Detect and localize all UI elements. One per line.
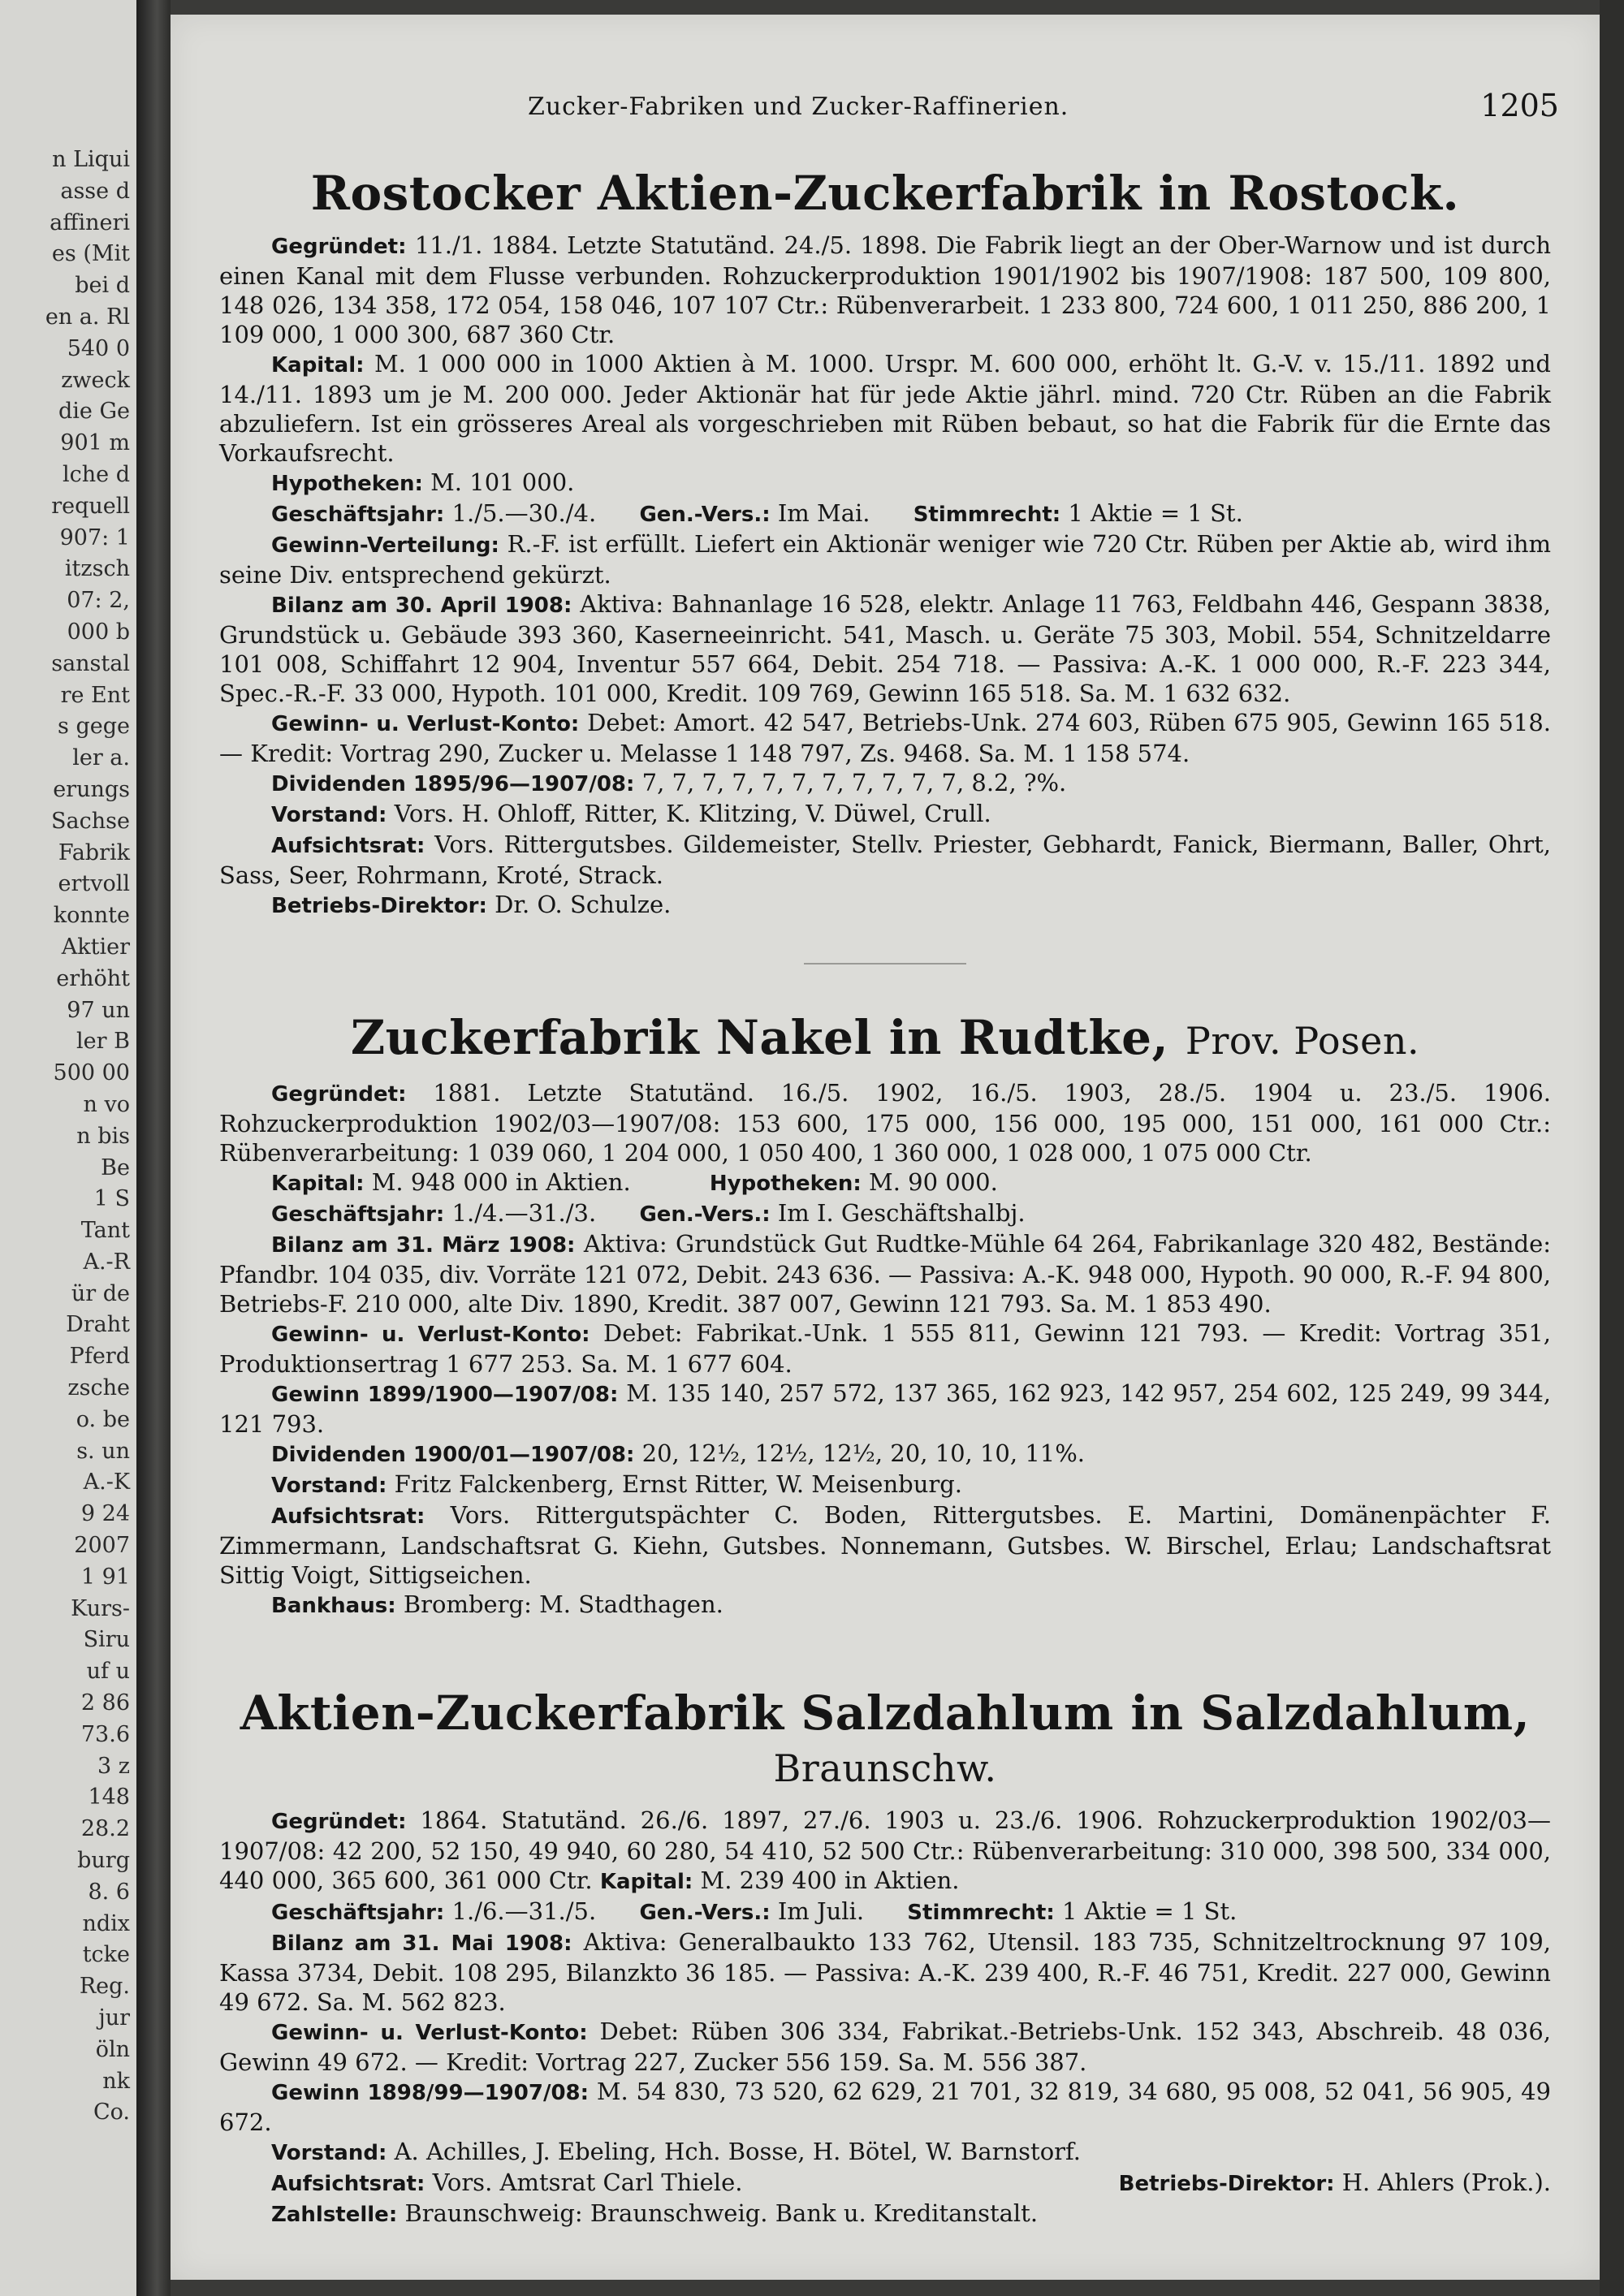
facing-page-line: erungs xyxy=(53,776,130,802)
facing-page-line: bei d xyxy=(75,273,130,299)
company-name: Rostocker Aktien-Zuckerfabrik in Rostock. xyxy=(310,166,1460,221)
board-row: Vorstand: Fritz Falckenberg, Ernst Ritter, W. Meisenburg. xyxy=(271,1470,963,1498)
facing-page-line: A.-R xyxy=(83,1249,130,1275)
facing-page-line: 07: 2, xyxy=(67,588,130,614)
facing-page-line: s. un xyxy=(76,1438,130,1464)
company-entry-rostock xyxy=(219,167,1551,921)
founded-section: Gegründet: 1881. Letzte Statutänd. 16./5. 1902, 16./5. 1903, 28./5. 1904 u. 23./5. 1906. Rohzuckerproduktion 1902/03—1907/08: 153 600, 175 000, 156 000, 195 000, 151 000, 161 000 Ctr.: Rübenverarbeitung: 1 039 060, 1 204 000, 1 050 400, 1 360 000, 1 028 000, 1 075 000 Ctr. xyxy=(219,1079,1552,1167)
facing-page-line: lche d xyxy=(63,461,130,487)
mortgage-row: Hypotheken: M. 101 000. xyxy=(271,468,575,496)
company-region: Prov. Posen. xyxy=(1185,1019,1420,1063)
facing-page-line: konnte xyxy=(53,903,130,929)
facing-page-line: 3 z xyxy=(97,1753,130,1779)
founded-section: Gegründet: 11./1. 1884. Letzte Statutänd. 24./5. 1898. Die Fabrik liegt an der Ober-Warnow und ist durch einen Kanal mit dem Flusse verbunden. Rohzuckerproduktion 1901/1902 bis 1907/1908: 187 500, 109 800, 148 026, 134 358, 172 054, 158 046, 107 107 Ctr.: Rübenverarbeit. 1 233 800, 724 600, 1 011 250, 886 200, 1 109 000, 1 000 300, 687 360 Ctr. xyxy=(219,231,1552,348)
board-row: Vorstand: A. Achilles, J. Ebeling, Hch. Bosse, H. Bötel, W. Barnstorf. xyxy=(271,2138,1081,2165)
bank-row: Bankhaus: Bromberg: M. Stadthagen. xyxy=(271,1590,723,1618)
facing-page-line: Draht xyxy=(66,1312,130,1338)
dividends-row: Dividenden 1895/96—1907/08: 7, 7, 7, 7, 7, 7, 7, 7, 7, 7, 7, 8.2, ?%. xyxy=(271,769,1067,796)
facing-page-line: 73.6 xyxy=(80,1721,130,1747)
founded-section: Gegründet: 1864. Statutänd. 26./6. 1897, 27./6. 1903 u. 23./6. 1906. Rohzuckerproduktion 1902/03—1907/08: 42 200, 52 150, 49 940, 60 280, 54 410, 52 500 Ctr.: Rübenverarbeitung: 310 000, 398 500, 334 000, 440 000, 365 600, 361 000 Ctr. Kapital: M. 239 400 in Aktien. xyxy=(219,1806,1551,1894)
book-gutter xyxy=(136,0,171,2296)
profit-loss-section: Gewinn- u. Verlust-Konto: Debet: Amort. 42 547, Betriebs-Unk. 274 603, Rüben 675 905, Gewinn 165 518. — Kredit: Vortrag 290, Zucker u. Melasse 1 148 797, Zs. 9468. Sa. M. 1 158 574. xyxy=(219,709,1551,767)
fiscal-meeting-row: Geschäftsjahr: 1./4.—31./3. Gen.-Vers.: Im I. Geschäftshalbj. xyxy=(271,1199,1026,1227)
facing-page-line: jur xyxy=(98,2005,130,2031)
supervisory-board-section: Aufsichtsrat: Vors. Rittergutspächter C. Boden, Rittergutsbes. E. Martini, Domänenpächter F. Zimmermann, Landschaftsrat G. Kiehn, Gutsbes. Nonnemann, Gutsbes. W. Birschel, Erlau; Landschaftsrat Sittig Voigt, Sittigseichen. xyxy=(219,1501,1551,1589)
facing-page-line: ertvoll xyxy=(58,871,130,897)
scan-edge xyxy=(1600,0,1624,2296)
fiscal-meeting-row: Geschäftsjahr: 1./6.—31./5. Gen.-Vers.: Im Juli. Stimmrecht: 1 Aktie = 1 St. xyxy=(271,1897,1237,1925)
facing-page-line: A.-K xyxy=(83,1470,130,1495)
capital-section: Kapital: M. 1 000 000 in 1000 Aktien à M. 1000. Urspr. M. 600 000, erhöht lt. G.-V. v. 15./11. 1892 und 14./11. 1893 um je M. 200 000. Jeder Aktionär hat für jede Aktie jährl. mind. 720 Ctr. Rüben an die Fabrik abzuliefern. Ist ein grösseres Areal als vorgeschrieben mit Rüben bebaut, so hat die Fabrik für die Ernte das Vorkaufsrecht. xyxy=(219,350,1551,467)
facing-page-line: zweck xyxy=(61,367,130,393)
facing-page-line: Fabrik xyxy=(58,839,130,865)
facing-page-line: nk xyxy=(102,2068,130,2094)
facing-page-line: tcke xyxy=(82,1942,130,1968)
company-name: Zuckerfabrik Nakel in Rudtke, xyxy=(350,1010,1169,1065)
balance-section: Bilanz am 31. März 1908: Aktiva: Grundstück Gut Rudtke-Mühle 64 264, Fabrikanlage 320 482, Bestände: Pfandbr. 104 035, div. Vorräte 121 072, Debit. 243 636. — Passiva: A.-K. 948 000, Hypoth. 90 000, R.-F. 94 800, Betriebs-F. 210 000, alte Div. 1890, Kredit. 387 007, Gewinn 121 793. Sa. M. 1 853 490. xyxy=(219,1230,1552,1318)
facing-page-line: 907: 1 xyxy=(59,524,130,550)
facing-page-line: n vo xyxy=(83,1091,130,1117)
facing-page-line: es (Mit xyxy=(51,241,130,267)
profit-distribution-section: Gewinn-Verteilung: R.-F. ist erfüllt. Liefert ein Aktionär weniger wie 720 Ctr. Rüben per Aktie ab, wird ihm seine Div. entsprechend gekürzt. xyxy=(219,530,1552,589)
balance-section: Bilanz am 31. Mai 1908: Aktiva: Generalbaukto 133 762, Utensil. 183 735, Schnitzeltrocknung 97 109, Kassa 3734, Debit. 108 295, Bilanzkto 36 185. — Passiva: A.-K. 239 400, R.-F. 46 751, Kredit. 227 000, Gewinn 49 672. Sa. M. 562 823. xyxy=(219,1928,1552,2016)
facing-page-line: ndix xyxy=(82,1910,130,1936)
company-title xyxy=(219,1012,1551,1067)
facing-page-line: n bis xyxy=(76,1123,130,1149)
facing-page-line: 97 un xyxy=(67,997,130,1023)
director-row: Betriebs-Direktor: Dr. O. Schulze. xyxy=(271,891,672,918)
facing-page-line: uf u xyxy=(86,1659,130,1685)
profit-loss-section: Gewinn- u. Verlust-Konto: Debet: Rüben 306 334, Fabrikat.-Betriebs-Unk. 152 343, Abschreib. 48 036, Gewinn 49 672. — Kredit: Vortrag 227, Zucker 556 159. Sa. M. 556 387. xyxy=(219,2018,1552,2076)
supervisory-board-section: Aufsichtsrat: Vors. Rittergutsbes. Gildemeister, Stellv. Priester, Gebhardt, Fanick, Biermann, Baller, Ohrt, Sass, Seer, Rohrmann, Kroté, Strack. xyxy=(219,831,1552,889)
facing-page-line: zsche xyxy=(67,1375,130,1401)
facing-page-fragment xyxy=(0,0,136,2296)
capital-row: Kapital: M. 948 000 in Aktien. Hypotheken: M. 90 000. xyxy=(271,1168,998,1196)
facing-page-line: Tant xyxy=(80,1218,130,1244)
facing-page-line: 2 86 xyxy=(80,1690,130,1716)
facing-page-line: 000 b xyxy=(67,619,130,645)
profit-loss-section: Gewinn- u. Verlust-Konto: Debet: Fabrikat.-Unk. 1 555 811, Gewinn 121 793. — Kredit: Vortrag 351, Produktionsertrag 1 677 253. Sa. M. 1 677 604. xyxy=(219,1319,1552,1378)
supervisory-director-row: Aufsichtsrat: Vors. Amtsrat Carl Thiele. Betriebs-Direktor: H. Ahlers (Prok.). xyxy=(271,2169,1551,2196)
paying-agent-row: Zahlstelle: Braunschweig: Braunschweig. Bank u. Kreditanstalt. xyxy=(271,2199,1039,2227)
facing-page-line: 901 m xyxy=(60,430,130,456)
facing-page-line: Co. xyxy=(93,2100,130,2126)
facing-page-line: ür de xyxy=(71,1280,130,1306)
facing-page-line: Kurs- xyxy=(71,1595,130,1621)
facing-page-line: 148 xyxy=(88,1785,130,1810)
running-head xyxy=(171,88,1600,135)
facing-page-line: 9 24 xyxy=(80,1501,130,1527)
company-title xyxy=(219,167,1551,219)
running-title: Zucker-Fabriken und Zucker-Raffinerien. xyxy=(528,93,1069,121)
facing-page-line: n Liqui xyxy=(52,147,130,172)
facing-page-line: Pferd xyxy=(69,1344,130,1370)
fiscal-meeting-row: Geschäftsjahr: 1./5.—30./4. Gen.-Vers.: Im Mai. Stimmrecht: 1 Aktie = 1 St. xyxy=(271,499,1243,527)
facing-page-line: 1 S xyxy=(93,1186,130,1212)
section-divider xyxy=(804,963,966,965)
profit-history-section: Gewinn 1898/99—1907/08: M. 54 830, 73 520, 62 629, 21 701, 32 819, 34 680, 95 008, 52 041, 56 905, 49 672. xyxy=(219,2078,1551,2136)
facing-page-line: s gege xyxy=(58,714,130,740)
facing-page-line: 2007 xyxy=(74,1533,130,1559)
facing-page-line: Siru xyxy=(83,1627,130,1653)
facing-page-text xyxy=(0,0,136,2129)
facing-page-line: burg xyxy=(77,1848,130,1874)
dividends-row: Dividenden 1900/01—1907/08: 20, 12½, 12½, 12½, 20, 10, 10, 11%. xyxy=(271,1439,1085,1467)
facing-page-line: Be xyxy=(101,1154,130,1180)
facing-page-line: 500 00 xyxy=(53,1060,130,1086)
facing-page-line: ler a. xyxy=(72,745,130,771)
facing-page-line: o. be xyxy=(76,1406,130,1432)
facing-page-line: itzsch xyxy=(64,556,130,582)
facing-page-line: affineri xyxy=(50,209,130,235)
company-entry-salzdahlum xyxy=(219,1687,1551,2229)
balance-section: Bilanz am 30. April 1908: Aktiva: Bahnanlage 16 528, elektr. Anlage 11 763, Feldbahn 446, Gespann 3838, Grundstück u. Gebäude 393 360, Kaserneeinricht. 541, Masch. u. Geräte 75 303, Mobil. 554, Schnitzeldarre 101 008, Schiffahrt 12 904, Inventur 557 664, Debit. 254 718. — Passiva: A.-K. 1 000 000, R.-F. 223 344, Spec.-R.-F. 33 000, Hypoth. 101 000, Kredit. 109 769, Gewinn 165 518. Sa. M. 1 632 632. xyxy=(219,590,1551,707)
facing-page-line: 28.2 xyxy=(80,1816,130,1842)
profit-history-section: Gewinn 1899/1900—1907/08: M. 135 140, 257 572, 137 365, 162 923, 142 957, 254 602, 125 249, 99 344, 121 793. xyxy=(219,1379,1552,1438)
company-title xyxy=(219,1687,1551,1794)
facing-page-line: Reg. xyxy=(79,1974,130,2000)
facing-page-line: asse d xyxy=(60,178,130,204)
facing-page-line: re Ent xyxy=(60,682,130,708)
facing-page-line: Aktier xyxy=(61,934,130,960)
facing-page-line: requell xyxy=(51,493,130,519)
facing-page-line: 540 0 xyxy=(67,335,130,361)
company-name: Aktien-Zuckerfabrik Salzdahlum in Salzdahlum, xyxy=(240,1685,1531,1741)
facing-page-line: erhöht xyxy=(56,965,130,991)
facing-page-line: sanstal xyxy=(51,650,130,676)
facing-page-line: en a. Rl xyxy=(45,304,130,330)
board-row: Vorstand: Vors. H. Ohloff, Ritter, K. Klitzing, V. Düwel, Crull. xyxy=(271,800,991,827)
company-entry-rudtke xyxy=(219,1012,1551,1621)
facing-page-line: öln xyxy=(95,2036,130,2062)
facing-page-line: die Ge xyxy=(58,399,130,425)
facing-page-line: 8. 6 xyxy=(88,1879,130,1905)
page-number: 1205 xyxy=(1480,88,1559,123)
facing-page-line: ler B xyxy=(76,1029,130,1055)
company-region: Braunschw. xyxy=(773,1746,997,1790)
book-page xyxy=(171,15,1600,2280)
facing-page-line: Sachse xyxy=(51,808,130,834)
facing-page-line: 1 91 xyxy=(80,1564,130,1590)
